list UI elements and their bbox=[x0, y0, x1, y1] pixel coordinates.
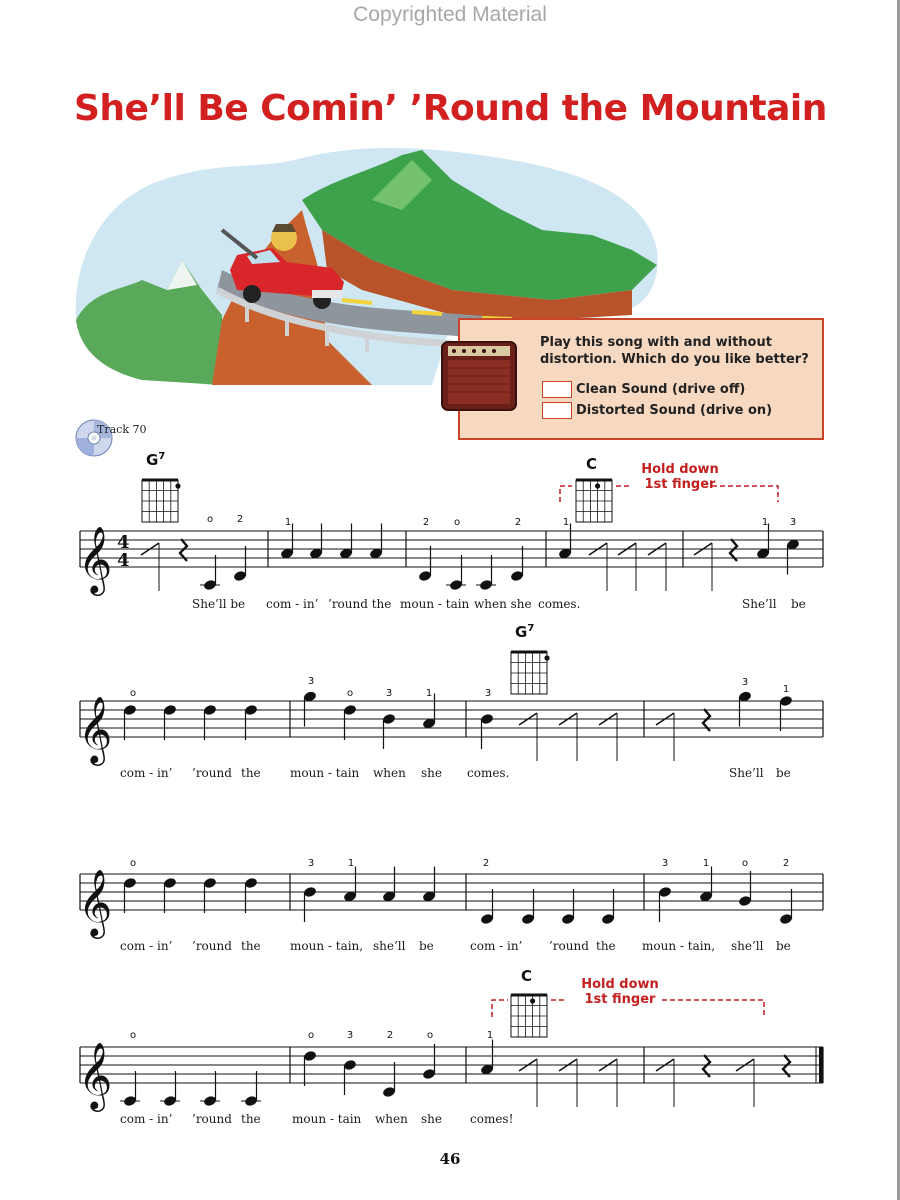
lyric: the bbox=[241, 766, 261, 780]
fingering: 3 bbox=[484, 688, 492, 699]
chord-name-c: C bbox=[586, 455, 598, 473]
fingering: 1 bbox=[562, 517, 570, 528]
time-signature: 4 bbox=[117, 532, 130, 553]
hold-down-note: Hold down 1st finger bbox=[641, 462, 719, 492]
fingering: o bbox=[129, 858, 137, 869]
lyric: com - in’ bbox=[120, 1112, 173, 1126]
watermark: Copyrighted Material bbox=[353, 3, 547, 26]
fingering: 3 bbox=[741, 677, 749, 688]
lyric: com - in’ bbox=[266, 597, 319, 611]
chord-dot bbox=[544, 655, 549, 660]
time-signature: 4 bbox=[117, 550, 130, 571]
chord-diagram-c bbox=[511, 995, 547, 1037]
fingering: 1 bbox=[347, 858, 355, 869]
fingering: 2 bbox=[422, 517, 430, 528]
lyric: comes! bbox=[470, 1112, 514, 1126]
lyric: moun - tain, bbox=[642, 939, 716, 953]
lyric: ’round bbox=[192, 1112, 232, 1126]
fingering: o bbox=[307, 1030, 315, 1041]
fingering: o bbox=[346, 688, 354, 699]
song-title: She’ll Be Comin’ ’Round the Mountain bbox=[74, 88, 827, 129]
lyric: ’round the bbox=[328, 597, 392, 611]
fingering: 3 bbox=[346, 1030, 354, 1041]
fingering: o bbox=[426, 1030, 434, 1041]
treble-clef: 𝄞 bbox=[78, 868, 113, 936]
fingering: 1 bbox=[782, 684, 790, 695]
lyric: moun - tain bbox=[292, 1112, 362, 1126]
fingering: 3 bbox=[385, 688, 393, 699]
lyric: ’round bbox=[192, 939, 232, 953]
lyric: when bbox=[375, 1112, 408, 1126]
lyric: She’ll bbox=[729, 766, 764, 780]
chord-diagram-c bbox=[576, 480, 612, 522]
lyric: comes. bbox=[467, 766, 510, 780]
fingering: 2 bbox=[386, 1030, 394, 1041]
staff-row bbox=[78, 1041, 823, 1112]
lyric: moun - tain, bbox=[290, 939, 364, 953]
lyric: She’ll bbox=[742, 597, 777, 611]
fingering: o bbox=[741, 858, 749, 869]
lyric: she’ll bbox=[731, 939, 764, 953]
treble-clef: 𝄞 bbox=[78, 525, 113, 593]
chord-diagram-g7 bbox=[142, 480, 178, 522]
chord-diagram-g7 bbox=[511, 652, 547, 694]
tip-text: Play this song with and without distortion. Which do you like better? bbox=[540, 335, 809, 367]
lyric: She’ll be bbox=[192, 597, 246, 611]
chord-name-c: C bbox=[521, 967, 533, 985]
staff-row bbox=[78, 695, 823, 766]
lyric: com - in’ bbox=[120, 766, 173, 780]
page-number: 46 bbox=[439, 1150, 461, 1168]
fingering: o bbox=[129, 688, 137, 699]
lyric: moun - tain bbox=[400, 597, 470, 611]
treble-clef: 𝄞 bbox=[78, 1041, 113, 1109]
hold-down-note: Hold down 1st finger bbox=[581, 977, 659, 1007]
chord-dot bbox=[530, 998, 535, 1003]
lyric: she bbox=[421, 1112, 442, 1126]
chord-dot bbox=[175, 483, 180, 488]
fingering: 2 bbox=[482, 858, 490, 869]
fingering: 3 bbox=[307, 676, 315, 687]
lyric: the bbox=[241, 939, 261, 953]
fingering: o bbox=[129, 1030, 137, 1041]
track-label: Track 70 bbox=[97, 423, 147, 436]
fingering: 1 bbox=[486, 1030, 494, 1041]
fingering: 2 bbox=[236, 514, 244, 525]
lyric: the bbox=[596, 939, 616, 953]
treble-clef: 𝄞 bbox=[78, 695, 113, 763]
chord-dot bbox=[595, 483, 600, 488]
lyric: the bbox=[241, 1112, 261, 1126]
fingering: o bbox=[206, 514, 214, 525]
lyric: when bbox=[373, 766, 406, 780]
lyric: ’round bbox=[192, 766, 232, 780]
fingering: o bbox=[453, 517, 461, 528]
fingering: 3 bbox=[661, 858, 669, 869]
lyric: ’round bbox=[549, 939, 589, 953]
fingering: 3 bbox=[307, 858, 315, 869]
fingering: 1 bbox=[284, 517, 292, 528]
lyric: com - in’ bbox=[120, 939, 173, 953]
fingering: 2 bbox=[514, 517, 522, 528]
fingering: 2 bbox=[782, 858, 790, 869]
lyric: moun - tain bbox=[290, 766, 360, 780]
chord-name-g7: $G^7$ bbox=[515, 623, 535, 641]
lyric: she’ll bbox=[373, 939, 406, 953]
clean-sound-option[interactable]: Clean Sound (drive off) bbox=[542, 381, 745, 398]
fingering: 1 bbox=[702, 858, 710, 869]
lyric: be bbox=[419, 939, 434, 953]
lyric: when she bbox=[474, 597, 532, 611]
distorted-sound-option[interactable]: Distorted Sound (drive on) bbox=[542, 402, 772, 419]
fingering: 1 bbox=[425, 688, 433, 699]
lyric: be bbox=[776, 766, 791, 780]
lyric: she bbox=[421, 766, 442, 780]
fingering: 1 bbox=[761, 517, 769, 528]
lyric: be bbox=[791, 597, 806, 611]
lyric: be bbox=[776, 939, 791, 953]
fingering: 3 bbox=[789, 517, 797, 528]
lyric: com - in’ bbox=[470, 939, 523, 953]
chord-name-g7: $G^7$ bbox=[146, 451, 166, 469]
lyric: comes. bbox=[538, 597, 581, 611]
